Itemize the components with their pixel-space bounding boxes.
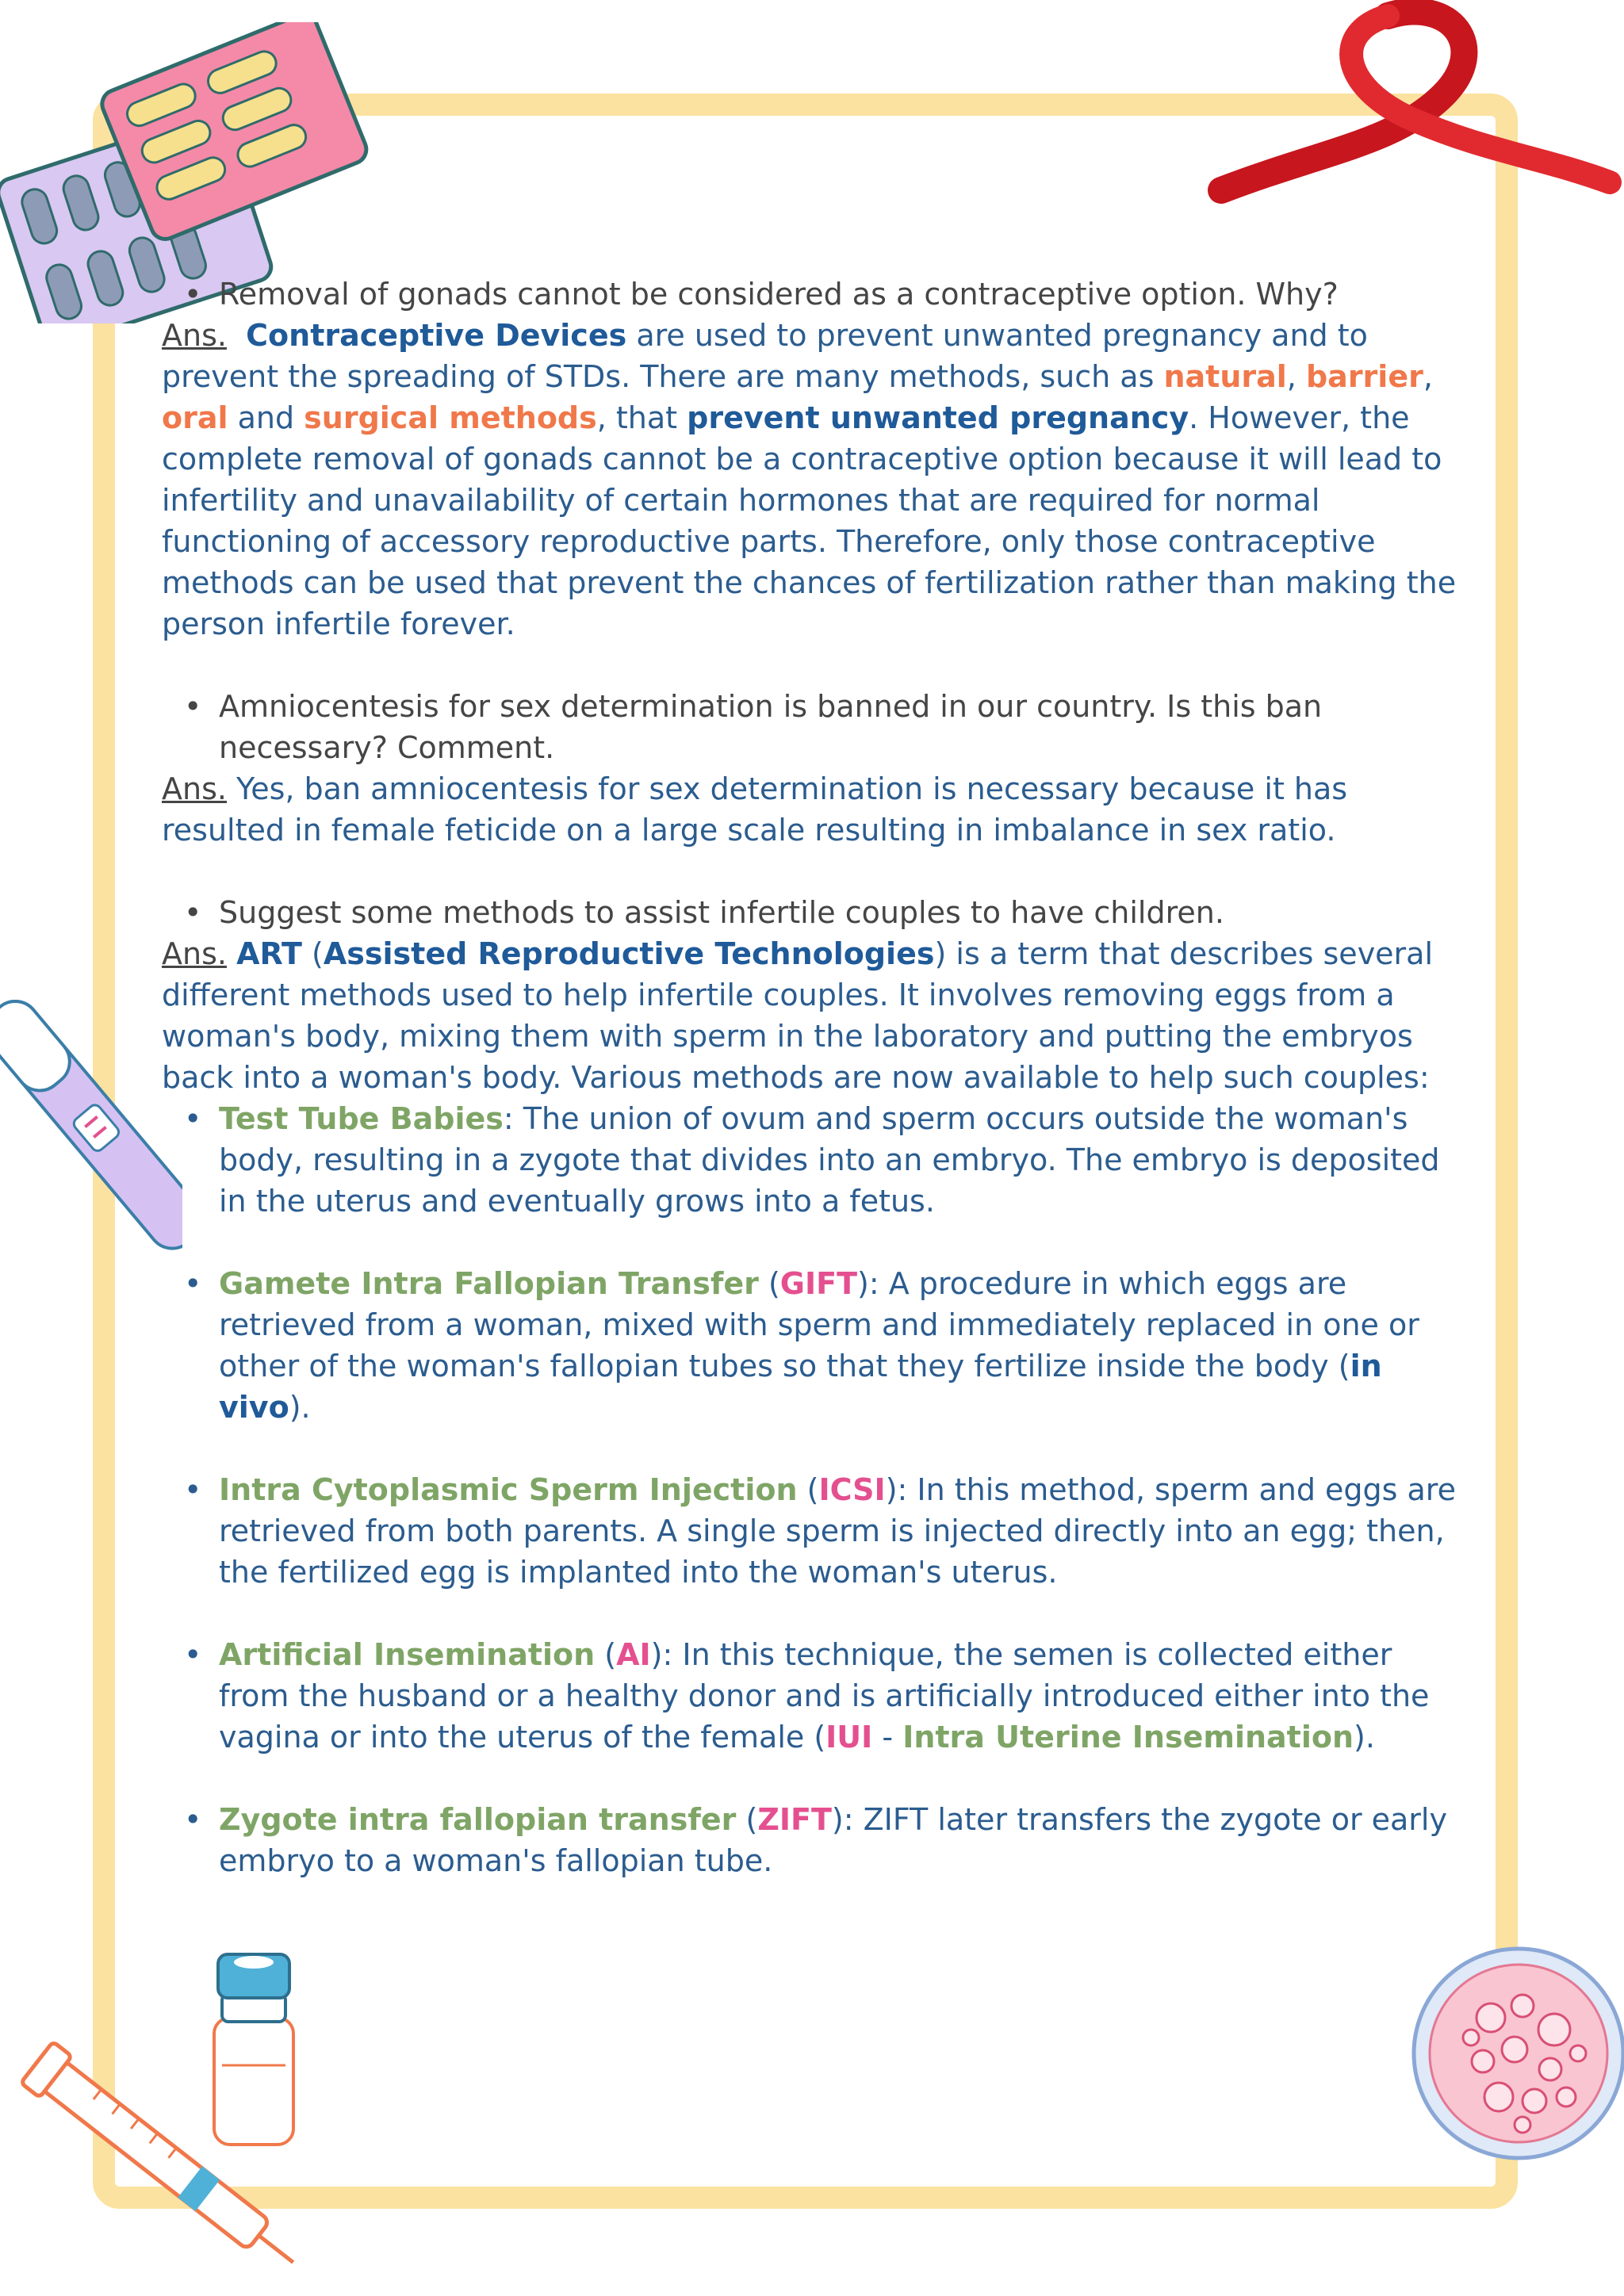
separator: -: [872, 1720, 903, 1755]
method-description: ): ZIFT later transfers the zygote or early embryo to a woman's fallopian tube.: [219, 1802, 1447, 1878]
answer-1-text: are used to prevent unwanted pregnancy and to prevent the spreading of STDs. There are many methods, such as: [162, 318, 1368, 394]
spacer: [162, 1428, 1470, 1469]
method-name: Artificial Insemination: [219, 1637, 596, 1672]
pregnancy-test-icon: [0, 991, 182, 1253]
answer-label: Ans.: [162, 771, 227, 806]
spacer: [162, 1758, 1470, 1799]
term-in-vivo: in vivo: [219, 1349, 1382, 1425]
question-3: [162, 892, 1470, 933]
question-3-text: Suggest some methods to assist infertile couples to have children.: [219, 895, 1224, 930]
list-item-gift: [162, 1263, 1470, 1428]
question-1-text: Removal of gonads cannot be considered as a contraceptive option. Why?: [219, 277, 1339, 312]
petri-dish-icon: [1396, 1942, 1624, 2164]
question-1: [162, 274, 1470, 315]
awareness-ribbon-icon: [1189, 0, 1624, 206]
syringe-icon: [0, 2026, 333, 2296]
separator: ).: [289, 1390, 311, 1425]
answer-label: Ans.: [162, 318, 227, 353]
term-contraceptive-devices: Contraceptive Devices: [246, 318, 627, 353]
method-abbreviation: GIFT: [779, 1266, 857, 1301]
spacer: [162, 645, 1470, 686]
method-description: ): In this method, sperm and eggs are retrieved from both parents. A single sperm is injected directly into an egg; then, the fertilized egg is implanted into the woman's uterus.: [219, 1472, 1456, 1590]
method-name: Test Tube Babies: [219, 1101, 504, 1136]
method-abbreviation: ZIFT: [757, 1802, 832, 1837]
method-abbreviation: AI: [616, 1637, 651, 1672]
method-name: Intra Uterine Insemination: [902, 1720, 1354, 1755]
method-description: : The union of ovum and sperm occurs outside the woman's body, resulting in a zygote that divides into an embryo. The embryo is deposited in the uterus and eventually grows into a fetus.: [219, 1101, 1440, 1219]
answer-3: [162, 933, 1470, 1098]
term-oral: oral: [162, 400, 228, 435]
answer-2-text: Yes, ban amniocentesis for sex determination is necessary because it has resulted in female feticide on a large scale resulting in imbalance in sex ratio.: [162, 771, 1348, 848]
separator: ,: [1423, 359, 1433, 394]
method-abbreviation: ICSI: [818, 1472, 886, 1507]
question-2: [162, 686, 1470, 768]
answer-label: Ans.: [162, 936, 227, 971]
separator: , that: [596, 400, 688, 435]
term-barrier: barrier: [1305, 359, 1423, 394]
separator: (: [797, 1472, 819, 1507]
answer-3-text: ) is a term that describes several different methods used to help infertile couples. It involves removing eggs from a woman's body, mixing them with sperm in the laboratory and putting the embryos back into a woman's body. Various methods are now available to help such couples:: [162, 936, 1434, 1095]
spacer: [162, 1222, 1470, 1263]
separator: and: [228, 400, 304, 435]
document-content: [162, 274, 1470, 1881]
term-art: ART: [236, 936, 302, 971]
list-item-test-tube-babies: [162, 1098, 1470, 1222]
method-name: Gamete Intra Fallopian Transfer: [219, 1266, 759, 1301]
term-natural: natural: [1163, 359, 1287, 394]
answer-1: [162, 315, 1470, 645]
answer-2: [162, 768, 1470, 851]
spacer: [162, 851, 1470, 892]
spacer: [162, 1593, 1470, 1634]
separator: (: [301, 936, 324, 971]
list-item-zift: [162, 1799, 1470, 1881]
separator: (: [758, 1266, 780, 1301]
separator: (: [595, 1637, 617, 1672]
separator: (: [736, 1802, 758, 1837]
method-description: ): In this technique, the semen is collected either from the husband or a healthy donor and is artificially introduced either into the vagina or into the uterus of the female (: [219, 1637, 1430, 1755]
term-prevent-unwanted-pregnancy: prevent unwanted pregnancy: [687, 400, 1189, 435]
separator: ,: [1286, 359, 1306, 394]
list-item-icsi: [162, 1469, 1470, 1593]
answer-1-text: . However, the complete removal of gonads cannot be a contraceptive option because it will lead to infertility and unavailability of certain hormones that are required for normal functioning of accessory reproductive parts. Therefore, only those contraceptive methods can be used that prevent the chances of fertilization rather than making the person infertile forever.: [162, 400, 1457, 641]
method-description: ): A procedure in which eggs are retrieved from a woman, mixed with sperm and immediately replaced in one or other of the woman's fallopian tubes so that they fertilize inside the body (: [219, 1266, 1419, 1383]
method-name: Intra Cytoplasmic Sperm Injection: [219, 1472, 798, 1507]
question-2-text: Amniocentesis for sex determination is banned in our country. Is this ban necessary? Comment.: [219, 689, 1323, 765]
list-item-artificial-insemination: [162, 1634, 1470, 1758]
separator: [227, 936, 236, 971]
method-name: Zygote intra fallopian transfer: [219, 1802, 737, 1837]
separator: ).: [1354, 1720, 1375, 1755]
term-surgical-methods: surgical methods: [304, 400, 597, 435]
method-abbreviation: IUI: [825, 1720, 873, 1755]
term-assisted-reproductive-technologies: Assisted Reproductive Technologies: [323, 936, 935, 971]
